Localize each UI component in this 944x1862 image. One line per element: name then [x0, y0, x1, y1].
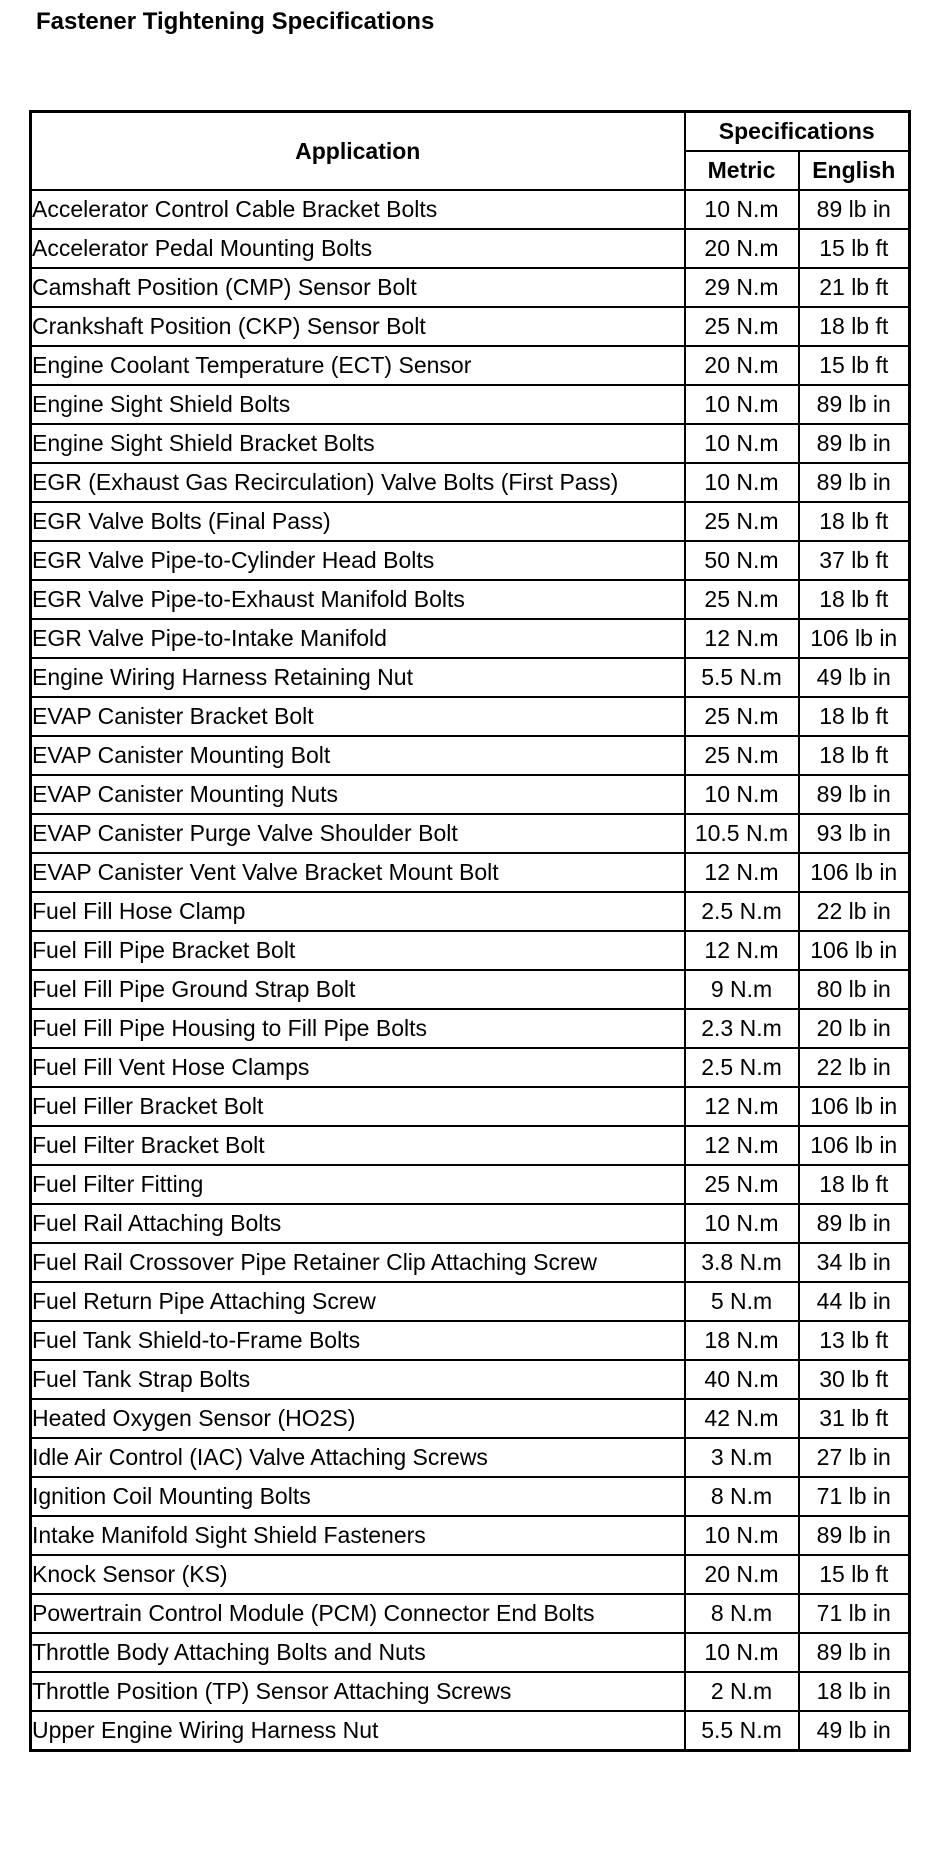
application-cell: Powertrain Control Module (PCM) Connector End Bolts — [31, 1594, 685, 1633]
application-cell: Ignition Coil Mounting Bolts — [31, 1477, 685, 1516]
metric-cell: 25 N.m — [685, 736, 799, 775]
application-cell: Throttle Body Attaching Bolts and Nuts — [31, 1633, 685, 1672]
application-cell: Fuel Rail Attaching Bolts — [31, 1204, 685, 1243]
application-cell: Fuel Tank Shield-to-Frame Bolts — [31, 1321, 685, 1360]
table-row — [31, 1087, 910, 1126]
table-row — [31, 1477, 910, 1516]
english-cell: 106 lb in — [799, 1087, 910, 1126]
metric-cell: 40 N.m — [685, 1360, 799, 1399]
english-cell: 34 lb in — [799, 1243, 910, 1282]
table-row — [31, 1594, 910, 1633]
english-cell: 18 lb ft — [799, 697, 910, 736]
english-cell: 106 lb in — [799, 931, 910, 970]
table-row — [31, 268, 910, 307]
metric-cell: 2.5 N.m — [685, 1048, 799, 1087]
table-row — [31, 1282, 910, 1321]
application-cell: EVAP Canister Mounting Nuts — [31, 775, 685, 814]
metric-cell: 12 N.m — [685, 619, 799, 658]
table-row — [31, 1165, 910, 1204]
table-row — [31, 1321, 910, 1360]
table-body — [31, 190, 910, 1751]
english-cell: 106 lb in — [799, 619, 910, 658]
application-cell: Accelerator Pedal Mounting Bolts — [31, 229, 685, 268]
english-cell: 18 lb ft — [799, 736, 910, 775]
application-cell: EVAP Canister Mounting Bolt — [31, 736, 685, 775]
english-cell: 22 lb in — [799, 892, 910, 931]
application-cell: Upper Engine Wiring Harness Nut — [31, 1711, 685, 1751]
english-cell: 89 lb in — [799, 1516, 910, 1555]
english-cell: 106 lb in — [799, 853, 910, 892]
application-cell: Accelerator Control Cable Bracket Bolts — [31, 190, 685, 229]
table-row — [31, 931, 910, 970]
table-row — [31, 1399, 910, 1438]
application-header: Application — [31, 112, 685, 191]
english-cell: 31 lb ft — [799, 1399, 910, 1438]
application-cell: Fuel Rail Crossover Pipe Retainer Clip Attaching Screw — [31, 1243, 685, 1282]
english-cell: 20 lb in — [799, 1009, 910, 1048]
metric-cell: 42 N.m — [685, 1399, 799, 1438]
metric-cell: 25 N.m — [685, 697, 799, 736]
specifications-table — [29, 110, 911, 1752]
header-row-top — [31, 112, 910, 152]
table-row — [31, 1360, 910, 1399]
english-cell: 15 lb ft — [799, 346, 910, 385]
table-row — [31, 424, 910, 463]
table-row — [31, 307, 910, 346]
metric-cell: 25 N.m — [685, 502, 799, 541]
metric-cell: 29 N.m — [685, 268, 799, 307]
metric-cell: 5.5 N.m — [685, 658, 799, 697]
application-cell: Fuel Tank Strap Bolts — [31, 1360, 685, 1399]
table-row — [31, 658, 910, 697]
metric-cell: 12 N.m — [685, 1087, 799, 1126]
english-cell: 93 lb in — [799, 814, 910, 853]
table-row — [31, 1516, 910, 1555]
table-row — [31, 1204, 910, 1243]
table-row — [31, 346, 910, 385]
application-cell: Fuel Return Pipe Attaching Screw — [31, 1282, 685, 1321]
english-cell: 27 lb in — [799, 1438, 910, 1477]
metric-cell: 12 N.m — [685, 1126, 799, 1165]
application-cell: EGR Valve Pipe-to-Cylinder Head Bolts — [31, 541, 685, 580]
application-cell: EGR (Exhaust Gas Recirculation) Valve Bolts (First Pass) — [31, 463, 685, 502]
metric-cell: 12 N.m — [685, 931, 799, 970]
specifications-header: Specifications — [685, 112, 910, 152]
application-cell: EVAP Canister Bracket Bolt — [31, 697, 685, 736]
english-cell: 37 lb ft — [799, 541, 910, 580]
table-row — [31, 1048, 910, 1087]
table-row — [31, 1126, 910, 1165]
application-cell: Engine Wiring Harness Retaining Nut — [31, 658, 685, 697]
table-row — [31, 892, 910, 931]
english-cell: 89 lb in — [799, 424, 910, 463]
metric-cell: 10 N.m — [685, 190, 799, 229]
table-row — [31, 190, 910, 229]
metric-cell: 10 N.m — [685, 424, 799, 463]
english-cell: 15 lb ft — [799, 1555, 910, 1594]
table-row — [31, 1711, 910, 1751]
application-cell: Heated Oxygen Sensor (HO2S) — [31, 1399, 685, 1438]
metric-cell: 10 N.m — [685, 463, 799, 502]
application-cell: Crankshaft Position (CKP) Sensor Bolt — [31, 307, 685, 346]
metric-cell: 10 N.m — [685, 1633, 799, 1672]
metric-cell: 20 N.m — [685, 1555, 799, 1594]
english-cell: 15 lb ft — [799, 229, 910, 268]
english-cell: 13 lb ft — [799, 1321, 910, 1360]
application-cell: EVAP Canister Vent Valve Bracket Mount Bolt — [31, 853, 685, 892]
table-row — [31, 970, 910, 1009]
table-row — [31, 1672, 910, 1711]
english-cell: 18 lb ft — [799, 307, 910, 346]
english-cell: 18 lb ft — [799, 1165, 910, 1204]
application-cell: EGR Valve Pipe-to-Exhaust Manifold Bolts — [31, 580, 685, 619]
metric-cell: 3 N.m — [685, 1438, 799, 1477]
table-header — [31, 112, 910, 191]
application-cell: Intake Manifold Sight Shield Fasteners — [31, 1516, 685, 1555]
english-cell: 89 lb in — [799, 463, 910, 502]
metric-cell: 12 N.m — [685, 853, 799, 892]
application-cell: EVAP Canister Purge Valve Shoulder Bolt — [31, 814, 685, 853]
table-row — [31, 1633, 910, 1672]
english-cell: 71 lb in — [799, 1477, 910, 1516]
metric-cell: 2.3 N.m — [685, 1009, 799, 1048]
table-row — [31, 619, 910, 658]
english-header: English — [799, 151, 910, 190]
english-cell: 89 lb in — [799, 775, 910, 814]
table-row — [31, 814, 910, 853]
english-cell: 22 lb in — [799, 1048, 910, 1087]
table-row — [31, 463, 910, 502]
metric-cell: 5.5 N.m — [685, 1711, 799, 1751]
application-cell: Engine Sight Shield Bolts — [31, 385, 685, 424]
page-title: Fastener Tightening Specifications — [36, 8, 435, 35]
application-cell: Fuel Fill Pipe Ground Strap Bolt — [31, 970, 685, 1009]
application-cell: Idle Air Control (IAC) Valve Attaching Screws — [31, 1438, 685, 1477]
table-row — [31, 229, 910, 268]
metric-cell: 3.8 N.m — [685, 1243, 799, 1282]
table-row — [31, 1243, 910, 1282]
table-row — [31, 736, 910, 775]
application-cell: Fuel Fill Pipe Bracket Bolt — [31, 931, 685, 970]
metric-cell: 10 N.m — [685, 1204, 799, 1243]
table-row — [31, 502, 910, 541]
english-cell: 21 lb ft — [799, 268, 910, 307]
table-row — [31, 697, 910, 736]
application-cell: EGR Valve Pipe-to-Intake Manifold — [31, 619, 685, 658]
metric-cell: 20 N.m — [685, 229, 799, 268]
metric-cell: 10 N.m — [685, 385, 799, 424]
metric-header: Metric — [685, 151, 799, 190]
metric-cell: 2 N.m — [685, 1672, 799, 1711]
metric-cell: 10 N.m — [685, 1516, 799, 1555]
application-cell: Fuel Filter Fitting — [31, 1165, 685, 1204]
metric-cell: 50 N.m — [685, 541, 799, 580]
application-cell: Fuel Filter Bracket Bolt — [31, 1126, 685, 1165]
metric-cell: 8 N.m — [685, 1477, 799, 1516]
english-cell: 71 lb in — [799, 1594, 910, 1633]
english-cell: 30 lb ft — [799, 1360, 910, 1399]
table-row — [31, 775, 910, 814]
application-cell: EGR Valve Bolts (Final Pass) — [31, 502, 685, 541]
application-cell: Fuel Fill Vent Hose Clamps — [31, 1048, 685, 1087]
metric-cell: 18 N.m — [685, 1321, 799, 1360]
application-cell: Fuel Fill Hose Clamp — [31, 892, 685, 931]
application-cell: Fuel Filler Bracket Bolt — [31, 1087, 685, 1126]
metric-cell: 2.5 N.m — [685, 892, 799, 931]
english-cell: 80 lb in — [799, 970, 910, 1009]
table-row — [31, 385, 910, 424]
english-cell: 18 lb ft — [799, 502, 910, 541]
english-cell: 89 lb in — [799, 190, 910, 229]
english-cell: 89 lb in — [799, 1633, 910, 1672]
table-row — [31, 1555, 910, 1594]
metric-cell: 5 N.m — [685, 1282, 799, 1321]
metric-cell: 25 N.m — [685, 1165, 799, 1204]
table-row — [31, 853, 910, 892]
table-row — [31, 541, 910, 580]
english-cell: 49 lb in — [799, 1711, 910, 1751]
english-cell: 49 lb in — [799, 658, 910, 697]
metric-cell: 10.5 N.m — [685, 814, 799, 853]
table-row — [31, 1438, 910, 1477]
metric-cell: 20 N.m — [685, 346, 799, 385]
table-row — [31, 580, 910, 619]
application-cell: Camshaft Position (CMP) Sensor Bolt — [31, 268, 685, 307]
english-cell: 89 lb in — [799, 1204, 910, 1243]
metric-cell: 25 N.m — [685, 580, 799, 619]
english-cell: 106 lb in — [799, 1126, 910, 1165]
application-cell: Knock Sensor (KS) — [31, 1555, 685, 1594]
english-cell: 18 lb ft — [799, 580, 910, 619]
application-cell: Fuel Fill Pipe Housing to Fill Pipe Bolts — [31, 1009, 685, 1048]
application-cell: Engine Coolant Temperature (ECT) Sensor — [31, 346, 685, 385]
application-cell: Throttle Position (TP) Sensor Attaching Screws — [31, 1672, 685, 1711]
english-cell: 44 lb in — [799, 1282, 910, 1321]
metric-cell: 25 N.m — [685, 307, 799, 346]
english-cell: 89 lb in — [799, 385, 910, 424]
metric-cell: 8 N.m — [685, 1594, 799, 1633]
metric-cell: 9 N.m — [685, 970, 799, 1009]
table-row — [31, 1009, 910, 1048]
metric-cell: 10 N.m — [685, 775, 799, 814]
english-cell: 18 lb in — [799, 1672, 910, 1711]
application-cell: Engine Sight Shield Bracket Bolts — [31, 424, 685, 463]
